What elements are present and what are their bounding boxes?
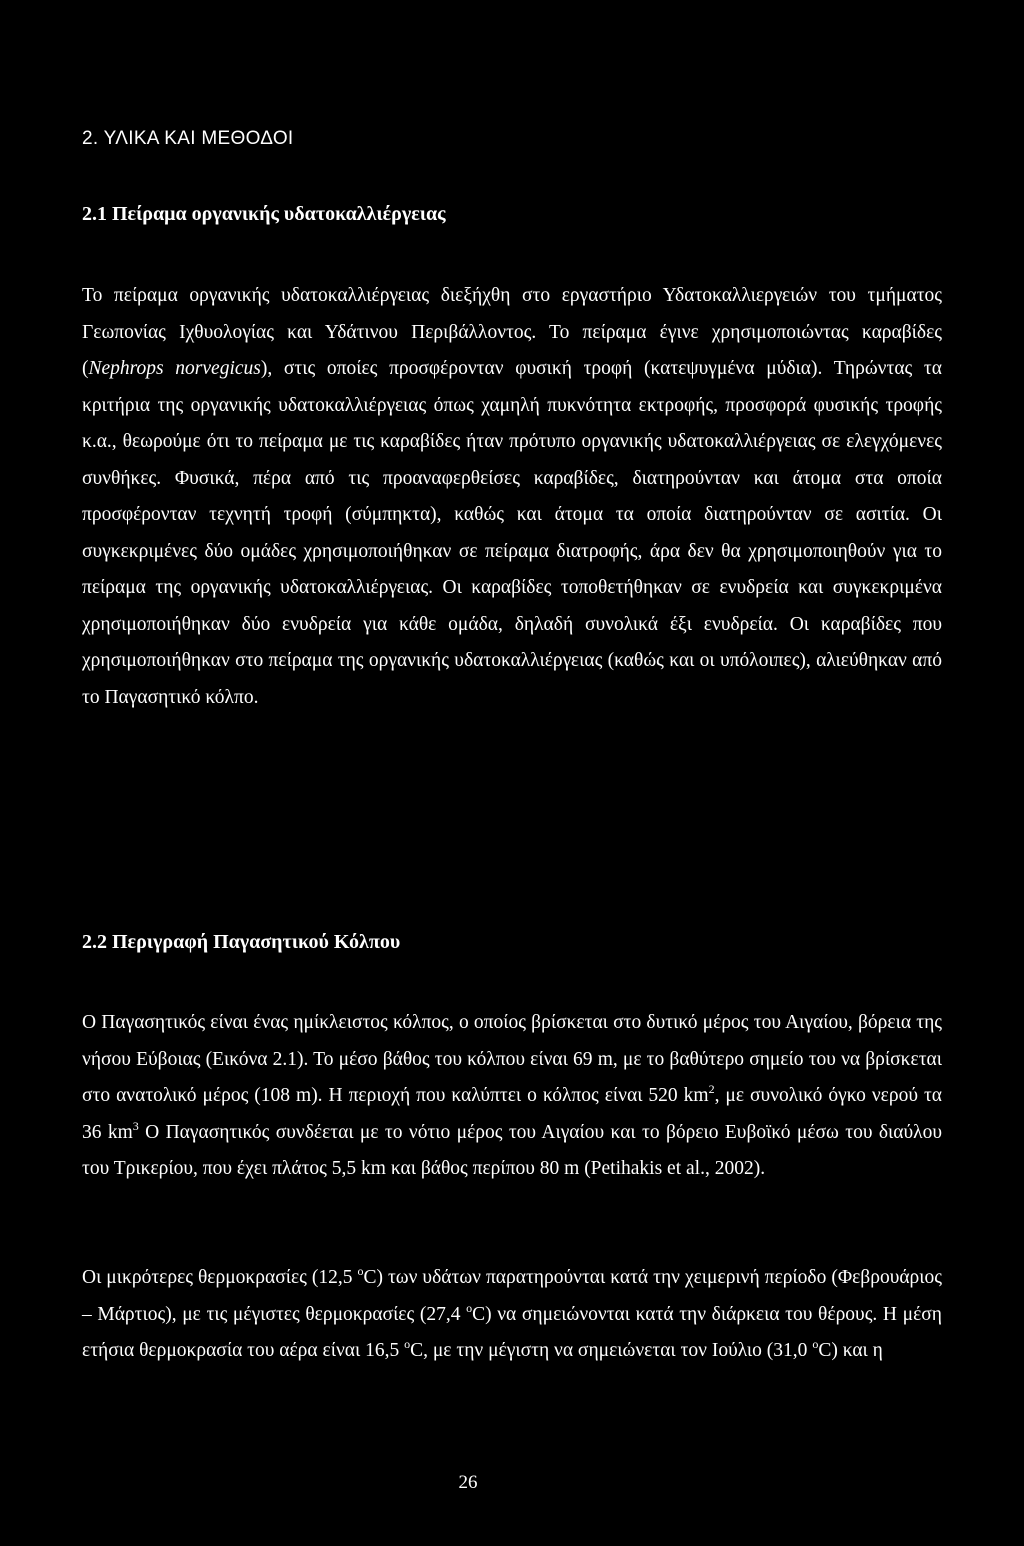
chapter-title: 2. ΥΛΙΚΑ ΚΑΙ ΜΕΘΟΔΟΙ [82,128,294,149]
paragraph-text: Το πείραμα οργανικής υδατοκαλλιέργειας διεξήχθη στο εργαστήριο Υδατοκαλλιεργειών του τμήματος Γεωπονίας Ιχθυολογίας και Υδάτινου Περιβάλλοντος. Το πείραμα έγινε χρησιμοποιώντας καραβίδες ( [82,285,942,379]
section-2-2-paragraph-1 [82,1005,942,1188]
section-2-1-paragraph [82,278,942,716]
section-title-2-1: 2.1 Πείραμα οργανικής υδατοκαλλιέργειας [82,203,446,225]
paragraph-text: Οι μικρότερες θερμοκρασίες (12,5 [82,1267,358,1288]
superscript: 3 [132,1118,139,1133]
paragraph-text: C) των υδάτων παρατηρούνται κατά την χειμερινή περίοδο (Φεβρουάριος – Μάρτιος), με τις μέγιστες θερμοκρασίες (27,4 [82,1267,943,1325]
section-2-2-paragraph-2 [82,1260,942,1370]
degree-mark: o [404,1337,411,1351]
degree-mark: o [812,1337,819,1351]
paragraph-text: C) να σημειώνονται κατά την διάρκεια του θέρους. Η μέση ετήσια θερμοκρασία του αέρα είναι 16,5 [82,1303,942,1361]
paragraph-text: Ο Παγασητικός είναι ένας ημίκλειστος κόλπος, ο οποίος βρίσκεται στο δυτικό μέρος του Αιγαίου, βόρεια της νήσου Εύβοιας (Εικόνα 2.1). Το μέσο βάθος του κόλπου είναι 69 m, με το βαθύτερο σημείο του να βρίσκεται στο ανατολικό μέρος (108 m). Η περιοχή που καλύπτει ο κόλπος είναι 520 km [82,1012,942,1106]
paragraph-text: Ο Παγασητικός συνδέεται με το νότιο μέρος του Αιγαίου και το βόρειο Ευβοϊκό μέσω του διαύλου του Τρικερίου, που έχει πλάτος 5,5 km και βάθος περίπου 80 m (Petihakis et al., 2002). [82,1121,942,1179]
species-name: Nephrops norvegicus [88,358,261,379]
superscript: 2 [708,1082,715,1096]
paragraph-text: C) και η [818,1340,883,1361]
paragraph-text: C, με την μέγιστη να σημειώνεται τον Ιούλιο (31,0 [410,1340,813,1361]
page-number: 26 [458,1472,478,1493]
paragraph-text: ), στις οποίες προσφέρονταν φυσική τροφή (κατεψυγμένα μύδια). Τηρώντας τα κριτήρια της οργανικής υδατοκαλλιέργειας όπως χαμηλή πυκνότητα εκτροφής, προσφορά φυσικής τροφής κ.α., θεωρούμε ότι το πείραμα με τις καραβίδες ήταν πρότυπο οργανικής υδατοκαλλιέργειας σε ελεγχόμενες συνθήκες. Φυσικά, πέρα από τις προαναφερθείσες καραβίδες, διατηρούνταν και άτομα στα οποία προσφέρονταν τεχνητή τροφή (σύμπηκτα), καθώς και άτομα τα οποία διατηρούνταν σε ασιτία. Οι συγκεκριμένες δύο ομάδες χρησιμοποιήθηκαν σε πείραμα διατροφής, άρα δεν θα χρησιμοποιηθούν για το πείραμα της οργανικής υδατοκαλλιέργειας. Οι καραβίδες τοποθετήθηκαν σε ενυδρεία και συγκεκριμένα χρησιμοποιήθηκαν δύο ενυδρεία για κάθε ομάδα, δηλαδή συνολικά έξι ενυδρεία. Οι καραβίδες που χρησιμοποιήθηκαν στο πείραμα της οργανικής υδατοκαλλιέργειας (καθώς και οι υπόλοιπες), αλιεύθηκαν από το Παγασητικό κόλπο. [82,358,942,708]
degree-mark: o [357,1264,364,1278]
section-title-2-2: 2.2 Περιγραφή Παγασητικού Κόλπου [82,931,401,953]
degree-mark: o [466,1300,473,1315]
paragraph-text: , με συνολικό όγκο νερού τα 36 km [82,1085,942,1143]
